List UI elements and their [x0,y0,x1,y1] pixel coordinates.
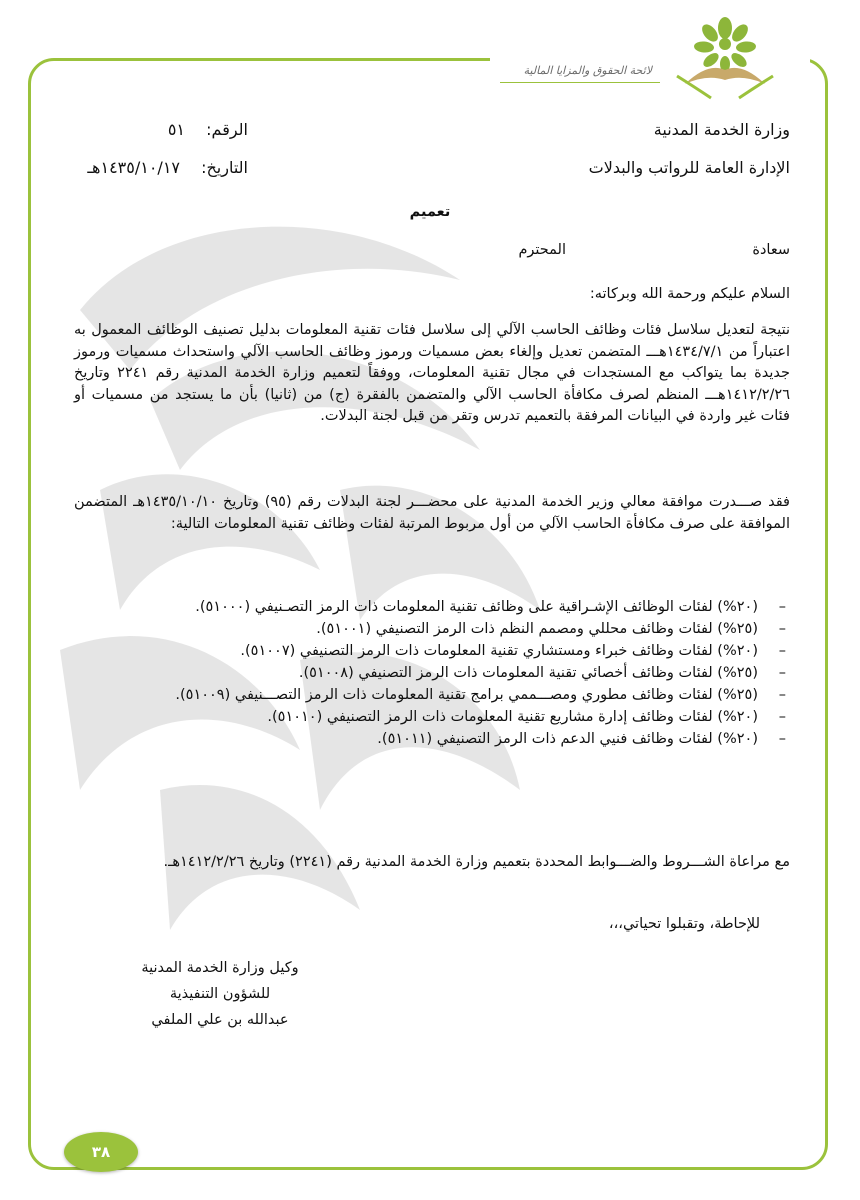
number-label: الرقم: [206,120,248,139]
list-item: – (٢٠%) لفئات وظائف خبراء ومستشاري تقنية المعلومات ذات الرمز التصنيفي (٥١٠٠٧). [240,643,786,659]
allowance-list [90,596,790,750]
list-item: – (٢٥%) لفئات وظائف أخصائي تقنية المعلومات ذات الرمز التصنيفي (٥١٠٠٨). [298,665,786,681]
emblem-logo-icon [663,14,787,102]
department-name: الإدارة العامة للرواتب والبدلات [588,158,790,177]
watermark-emblem-icon [40,190,600,950]
header-rule [500,82,660,83]
signature-name: عبدالله بن علي الملفي [151,1012,289,1028]
greeting: السلام عليكم ورحمة الله وبركاته: [589,286,790,302]
ministry-name: وزارة الخدمة المدنية [653,120,790,139]
paragraph-1: نتيجة لتعديل سلاسل فئات وظائف الحاسب الآلي إلى سلاسل فئات تقنية المعلومات بدليل تصنيف الوظائف المعمول به اعتباراً من ١٤٣٤/٧/١هـــ المتضمن تعديل وإلغاء بعض مسميات ورموز وظائف الحاسب الآلي واستحداث مسميات ورموز جديدة بما يتواكب مع المستجدات في مجال تقنية المعلومات، ووفقاً لتعميم وزارة الخدمة المدنية رقم ٢٢٤١ وتاريخ ١٤١٢/٢/٢٦هـــ المنظم لصرف مكافأة الحاسب الآلي والمتضمن بالفقرة (ج) من (ثانيا) بأن ما يستجد من مسميات أو فئات غير واردة في البيانات المرفقة بالتعميم تدرس وتقر من قبل لجنة البدلات. [74,322,790,425]
list-item: – (٢٠%) لفئات وظائف فنيي الدعم ذات الرمز التصنيفي (٥١٠١١). [377,731,786,747]
list-item: – (٢٠%) لفئات الوظائف الإشـراقية على وظائف تقنية المعلومات ذات الرمز التصـنيفي (٥١٠٠٠). [195,599,786,615]
signature-office: للشؤون التنفيذية [169,986,271,1002]
list-item: – (٢٠%) لفئات وظائف إدارة مشاريع تقنية المعلومات ذات الرمز التصنيفي (٥١٠١٠). [267,709,786,725]
salutation-respected: المحترم [518,242,566,258]
number-value: ٥١ [167,120,185,139]
closing-paragraph: مع مراعاة الشـــروط والضـــوابط المحددة بتعميم وزارة الخدمة المدنية رقم (٢٢٤١) وتاريخ ١٤١٢/٢/٢٦هـ. [163,854,790,870]
list-item: – (٢٥%) لفئات وظائف مطوري ومصـــممي برامج تقنية المعلومات ذات الرمز التصـــنيفي (٥١٠٠٩). [175,687,786,703]
paragraph-2: فقد صـــدرت موافقة معالي وزير الخدمة المدنية على محضـــر لجنة البدلات رقم (٩٥) وتاريخ ١٤٣٥/١٠/١٠هـ المتضمن الموافقة على صرف مكافأة الحاسب الآلي من أول مربوط المرتبة لفئات وظائف تقنية المعلومات التالية: [74,494,790,532]
salutation-excellency: سعادة [752,242,790,258]
signature-title: وكيل وزارة الخدمة المدنية [141,960,299,976]
date-label: التاريخ: [201,158,248,177]
closing-line: للإحاطة، وتقبلوا تحياتي،،، [608,916,760,932]
page-number: ٣٨ [64,1132,138,1172]
header-title: لائحة الحقوق والمزايا المالية [523,64,652,77]
subject-heading: تعميم [409,204,451,220]
list-item: – (٢٥%) لفئات وظائف محللي ومصمم النظم ذات الرمز التصنيفي (٥١٠٠١). [316,621,786,637]
date-value: ١٤٣٥/١٠/١٧هـ [87,158,180,177]
